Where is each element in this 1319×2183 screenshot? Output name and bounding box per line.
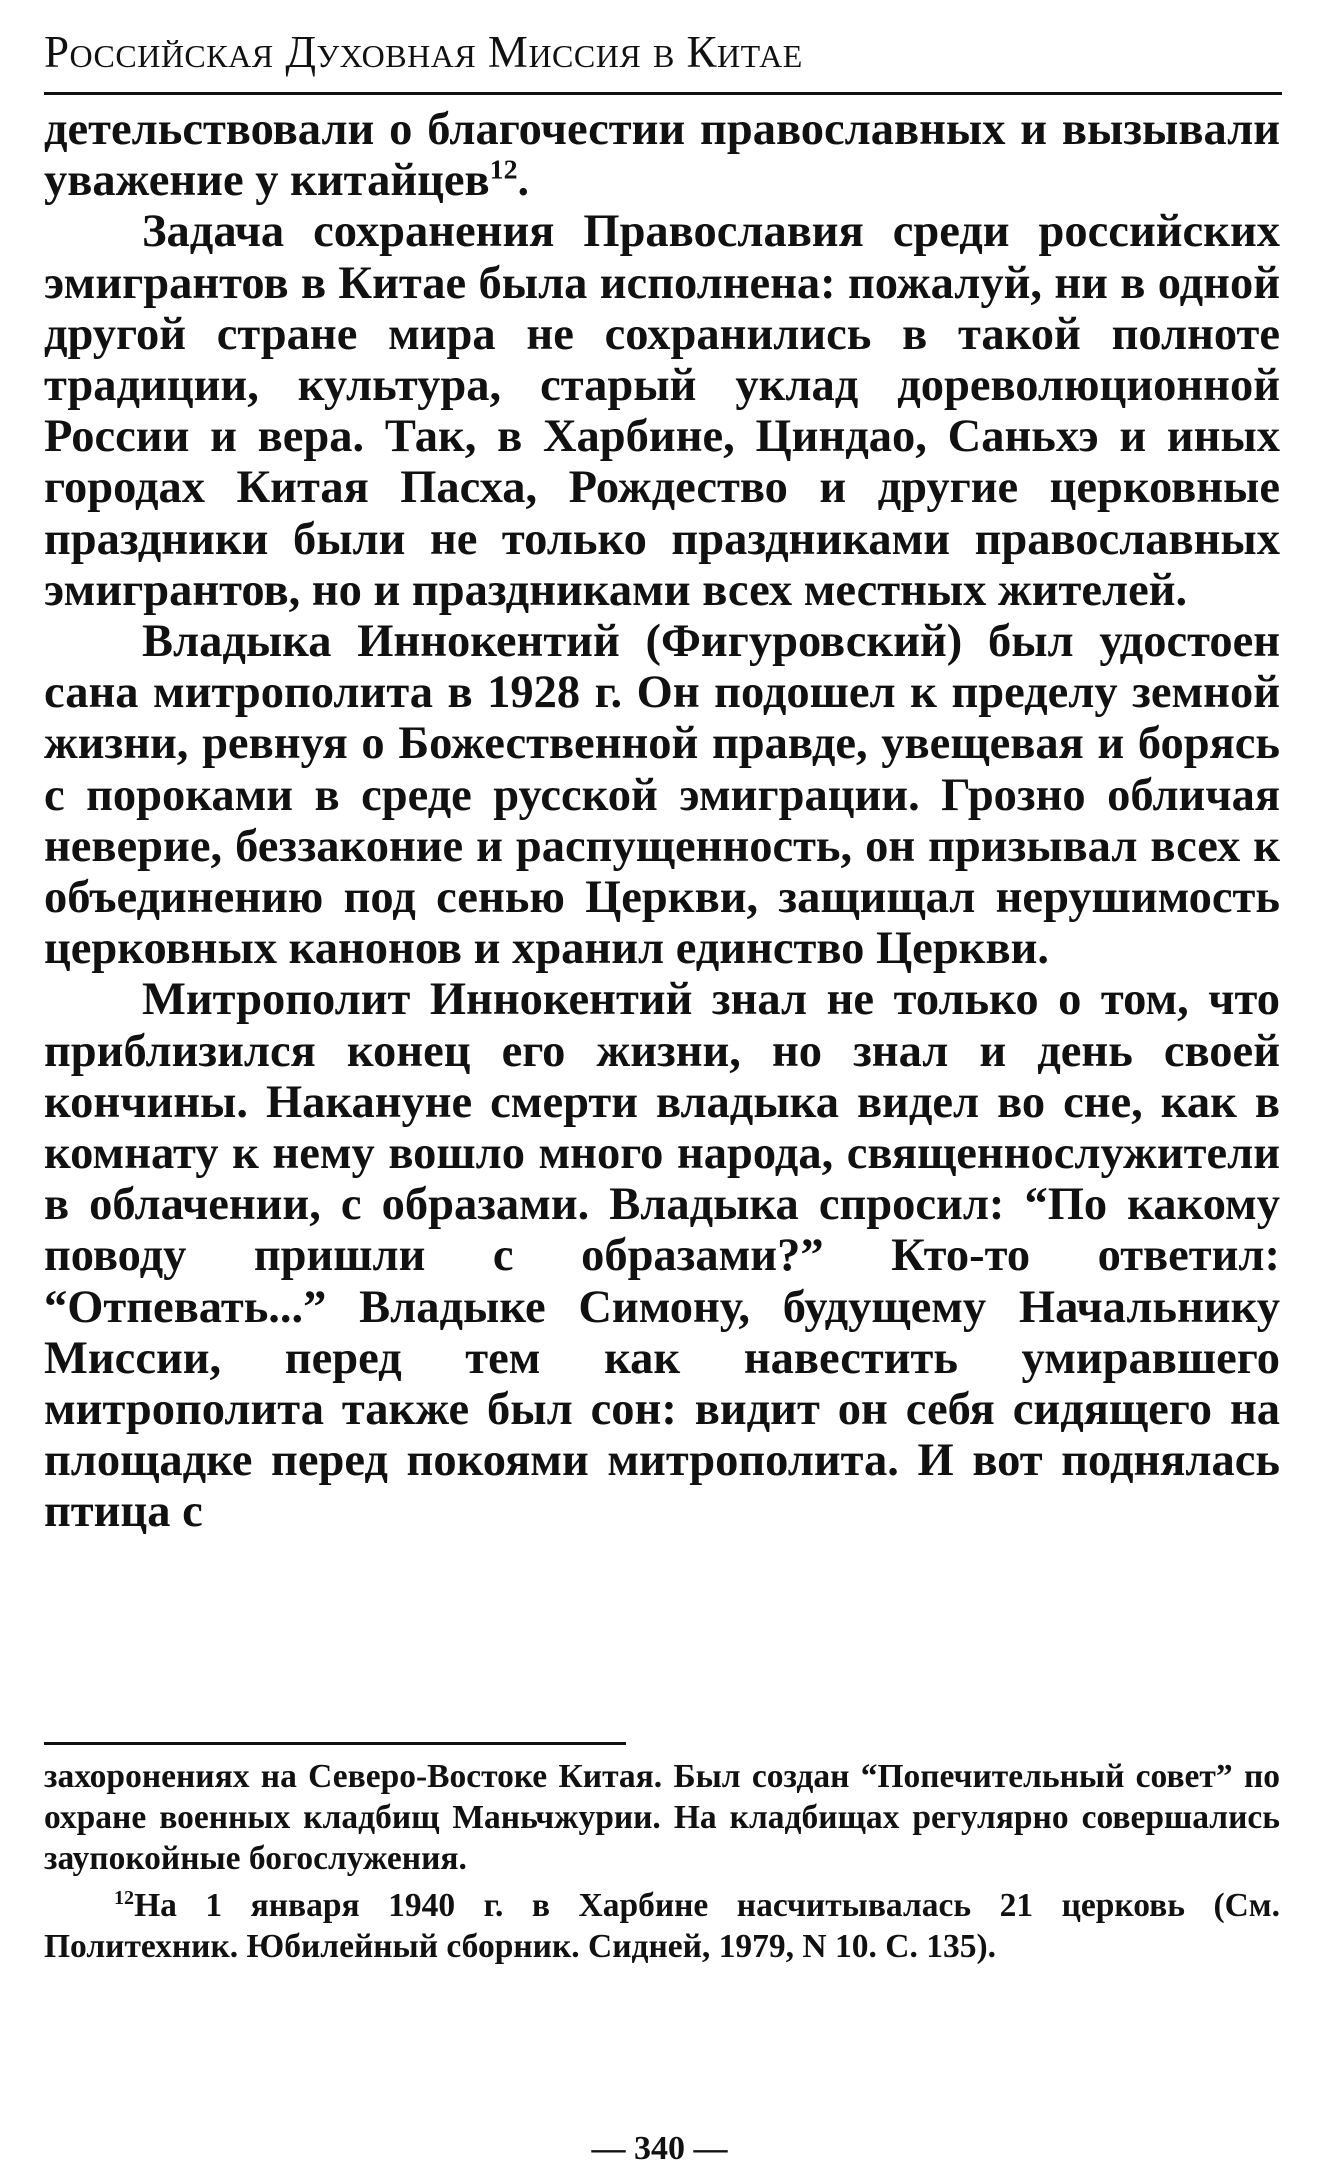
footnotes [44, 1756, 1280, 1967]
main-text [44, 104, 1280, 1538]
footnote-continuation: захоронениях на Северо-Востоке Китая. Был создан “Попечительный совет” по охране военных кладбищ Маньчжурии. На кладбищах регулярно совершались заупокойные богослужения. [44, 1758, 1280, 1877]
header-rule [44, 92, 1282, 95]
footnote-12-number: 12 [114, 1886, 135, 1909]
paragraph-1 [44, 104, 1280, 206]
header-title: Российская Духовная Миссия в Китае [44, 27, 803, 77]
paragraph-1-text: детельствовали о благочестии православных и вызывали уважение у китайцев [44, 104, 1280, 207]
footnote-12-text: На 1 января 1940 г. в Харбине насчитывалась 21 церковь (См. Политехник. Юбилейный сборник. Сидней, 1979, N 10. С. 135). [44, 1887, 1280, 1965]
paragraph-4: Митрополит Иннокентий знал не только о том, что приблизился конец его жизни, но знал и день своей кончины. Накануне смерти владыка видел во сне, как в комнату к нему вошло много народа, священнослужители в облачении, с образами. Владыка спросил: “По какому поводу пришли с образами?” Кто-то ответил: “Отпевать...” Владыке Симону, будущему Начальнику Миссии, перед тем как навестить умиравшего митрополита также был сон: видит он себя сидящего на площадке перед покоями митрополита. И вот поднялась птица с [44, 974, 1280, 1538]
paragraph-2: Задача сохранения Православия среди российских эмигрантов в Китае была исполнена: пожалуй, ни в одной другой стране мира не сохранились в такой полноте традиции, культура, старый уклад дореволюционной России и вера. Так, в Харбине, Циндао, Саньхэ и иных городах Китая Пасха, Рождество и другие церковные праздники были не только праздниками православных эмигрантов, но и праздниками всех местных жителей. [44, 206, 1280, 616]
footnote-rule [44, 1742, 626, 1745]
running-header [44, 27, 1284, 77]
paragraph-1-end: . [517, 155, 530, 207]
paragraph-3: Владыка Иннокентий (Фигуровский) был удостоен сана митрополита в 1928 г. Он подошел к пределу земной жизни, ревнуя о Божественной правде, увещевая и борясь с пороками в среде русской эмиграции. Грозно обличая неверие, беззаконие и распущенность, он призывал всех к объединению под сенью Церкви, защищал нерушимость церковных канонов и хранил единство Церкви. [44, 616, 1280, 975]
page-number: — 340 — [591, 2130, 728, 2167]
footnote-12 [44, 1885, 1280, 1967]
footnote-ref-12: 12 [489, 154, 518, 186]
